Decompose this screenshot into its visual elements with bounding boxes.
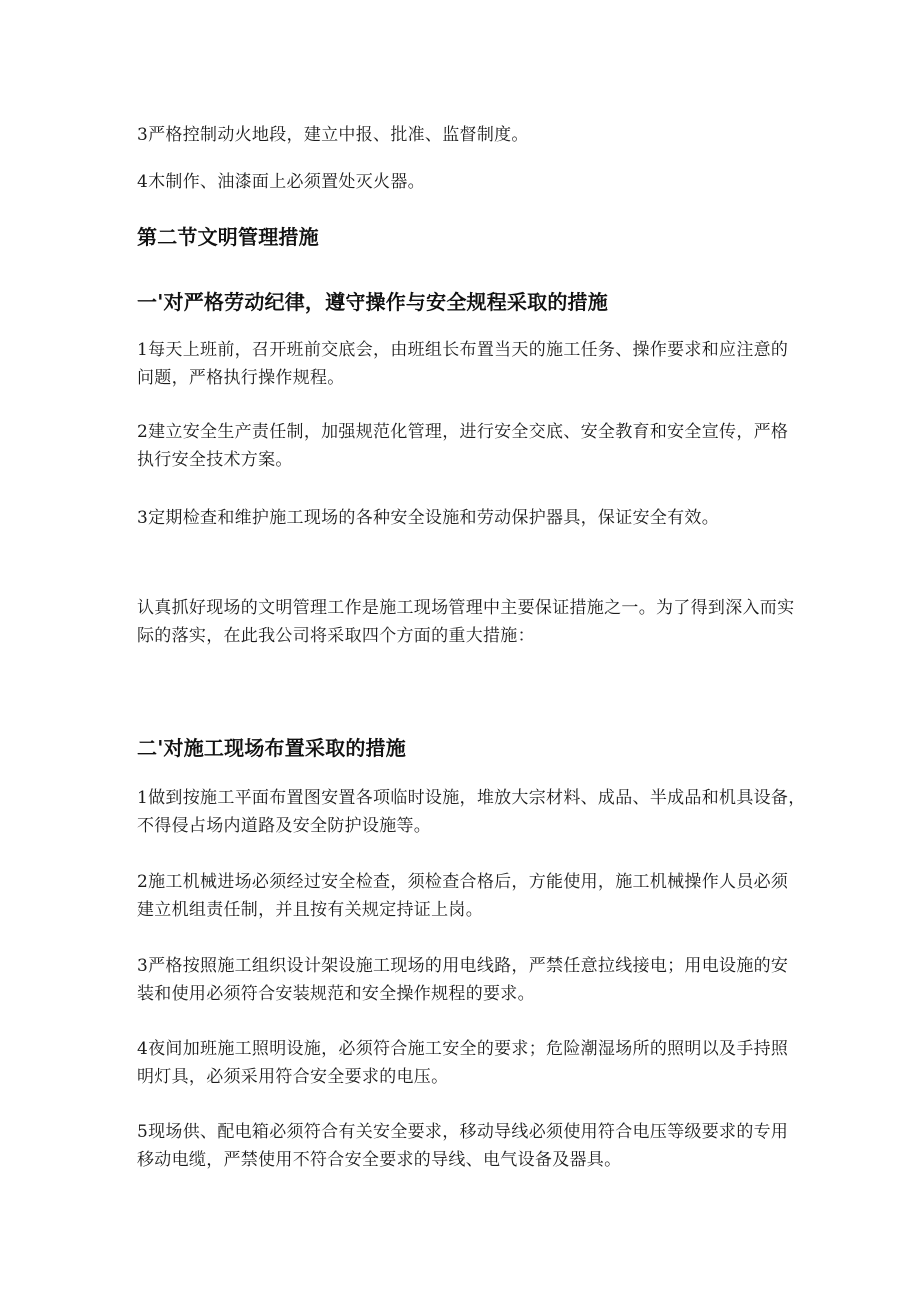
text-line: 1每天上班前，召开班前交底会，由班组长布置当天的施工任务、操作要求和应注意的 — [137, 340, 789, 360]
paragraph-safety-responsibility — [137, 418, 787, 474]
text-line: 认真抓好现场的文明管理工作是施工现场管理中主要保证措施之一。为了得到深入而实 — [137, 598, 795, 618]
text-line: 建立机组责任制，并且按有关规定持证上岗。 — [137, 900, 483, 920]
text-line: 际的落实，在此我公司将采取四个方面的重大措施： — [137, 626, 535, 646]
subsection-heading-labor-discipline: 一'对严格劳动纪律，遵守操作与安全规程采取的措施 — [137, 290, 608, 314]
text-line: 5现场供、配电箱必须符合有关安全要求，移动导线必须使用符合电压等级要求的专用 — [137, 1122, 789, 1142]
paragraph-night-lighting — [137, 1035, 787, 1091]
text-line: 明灯具，必须采用符合安全要求的电压。 — [137, 1067, 449, 1087]
paragraph-site-plan-layout — [137, 784, 806, 840]
paragraph-daily-briefing — [137, 336, 787, 392]
text-line: 3定期检查和维护施工现场的各种安全设施和劳动保护器具，保证安全有效。 — [137, 508, 720, 528]
text-line: 执行安全技术方案。 — [137, 450, 293, 470]
text-line: 不得侵占场内道路及安全防护设施等。 — [137, 816, 432, 836]
text-line: 3严格控制动火地段，建立中报、批准、监督制度。 — [137, 125, 529, 145]
paragraph-regular-inspection — [137, 504, 787, 532]
text-line: 4夜间加班施工照明设施，必须符合施工安全的要求；危险潮湿场所的照明以及手持照 — [137, 1039, 789, 1059]
section-heading-civilized-management: 第二节文明管理措施 — [137, 225, 319, 249]
text-line: 装和使用必须符合安装规范和安全操作规程的要求。 — [137, 984, 535, 1004]
text-line: 4木制作、油漆面上必须置处灭火器。 — [137, 172, 425, 192]
paragraph-fire-zone-control — [137, 121, 787, 149]
paragraph-machinery-inspection — [137, 868, 787, 924]
text-line: 移动电缆，严禁使用不符合安全要求的导线、电气设备及器具。 — [137, 1150, 622, 1170]
text-line: 2施工机械进场必须经过安全检查，须检查合格后，方能使用，施工机械操作人员必须 — [137, 872, 789, 892]
text-line: 3严格按照施工组织设计架设施工现场的用电线路，严禁任意拉线接电；用电设施的安 — [137, 956, 789, 976]
paragraph-intro-four-measures — [137, 594, 795, 650]
text-line: 2建立安全生产责任制，加强规范化管理，进行安全交底、安全教育和安全宣传，严格 — [137, 422, 789, 442]
text-line: 问题，严格执行操作规程。 — [137, 368, 345, 388]
paragraph-fire-extinguisher — [137, 168, 787, 196]
paragraph-distribution-boxes — [137, 1118, 787, 1174]
text-line: 1做到按施工平面布置图安置各项临时设施，堆放大宗材料、成品、半成品和机具设备， — [137, 788, 806, 808]
subsection-heading-site-layout: 二'对施工现场布置采取的措施 — [137, 736, 406, 760]
paragraph-power-lines — [137, 952, 787, 1008]
